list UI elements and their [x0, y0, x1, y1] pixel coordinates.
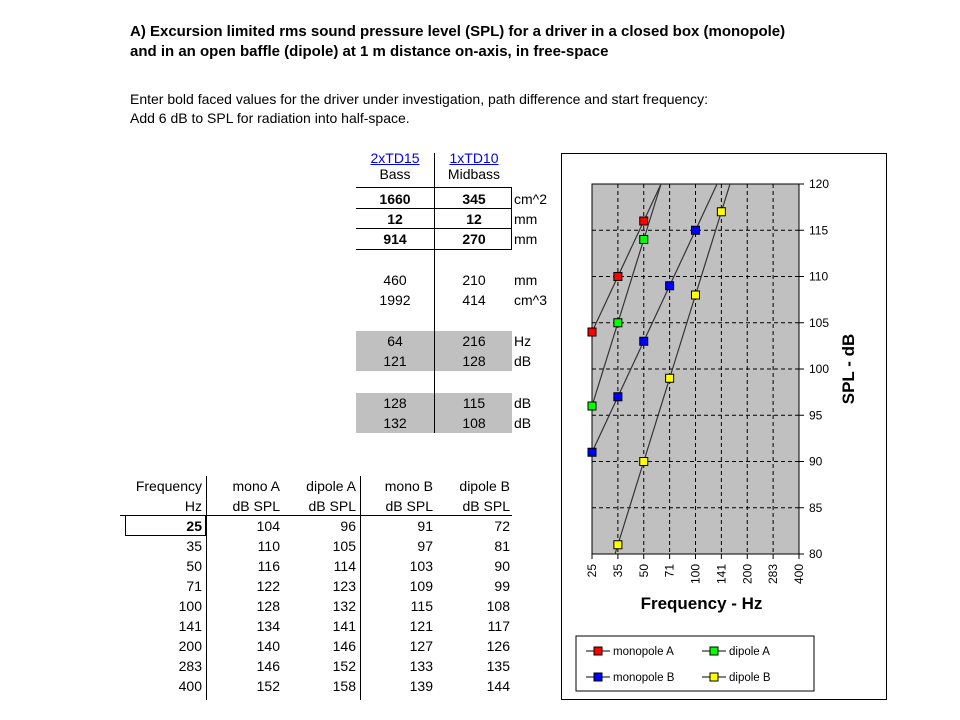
equal-value-b: 216: [462, 333, 486, 349]
data-point: [666, 374, 674, 382]
y-tick-label: 95: [809, 408, 823, 423]
legend-label: monopole A: [613, 646, 674, 658]
frequency-cell: 141: [178, 618, 202, 634]
param-value-b[interactable]: 270: [462, 231, 486, 247]
y-tick-label: 100: [809, 362, 830, 376]
spl-chart: [561, 153, 887, 700]
y-tick-label: 105: [809, 315, 830, 330]
frequency-cell: 100: [178, 598, 202, 614]
y-tick-label: 85: [809, 500, 823, 515]
param-value-b[interactable]: 12: [466, 211, 482, 227]
table-header: mono B: [384, 478, 433, 494]
spl-cell: 132: [332, 598, 356, 614]
data-point: [666, 282, 674, 290]
data-point: [640, 217, 648, 225]
data-point: [692, 291, 700, 299]
param-value-a[interactable]: 914: [383, 231, 407, 247]
spl-cell: 97: [417, 538, 433, 554]
spl-cell: 144: [486, 678, 510, 694]
equal-value-a: 64: [387, 333, 403, 349]
table-header: mono A: [232, 478, 280, 494]
driver-a-header: [356, 150, 434, 182]
param-unit: mm: [514, 211, 538, 227]
legend-marker: [710, 673, 718, 681]
driver-b-link[interactable]: 1xTD10: [449, 150, 499, 166]
data-point: [640, 236, 648, 244]
spl100-unit: dB: [514, 415, 532, 431]
data-point: [640, 337, 648, 345]
spl-cell: 108: [486, 598, 510, 614]
spl-cell: 109: [409, 578, 433, 594]
spl100-value-b: 108: [462, 415, 486, 431]
table-header: Frequency: [135, 478, 202, 494]
x-tick-label: 25: [585, 564, 599, 578]
spl-cell: 110: [257, 538, 280, 554]
derived-value-b: 414: [462, 292, 486, 308]
equal-value-b: 128: [462, 353, 486, 369]
table-header: dB SPL: [308, 498, 356, 514]
spl-cell: 123: [332, 578, 356, 594]
page-title: [130, 22, 785, 62]
frequency-cell: 35: [186, 538, 202, 554]
x-tick-label: 71: [662, 564, 677, 578]
param-unit: cm^2: [514, 191, 548, 207]
derived-value-b: 210: [462, 272, 486, 288]
spl-cell: 139: [409, 678, 433, 694]
spl-cell: 140: [256, 638, 280, 654]
x-axis-title: Frequency - Hz: [640, 594, 763, 613]
spl-cell: 105: [332, 538, 356, 554]
derived-unit: cm^3: [514, 292, 548, 308]
legend-box: [576, 636, 814, 691]
x-tick-label: 141: [714, 564, 729, 585]
frequency-cell: 200: [178, 638, 202, 654]
spl-cell: 104: [256, 518, 280, 534]
data-point: [614, 541, 622, 549]
spl-cell: 115: [410, 598, 433, 614]
data-point: [614, 273, 622, 281]
legend-marker: [594, 647, 602, 655]
equal-value-a: 121: [383, 353, 407, 369]
row-divider: [511, 188, 512, 250]
spl-cell: 116: [257, 558, 280, 574]
row-divider: [356, 249, 512, 250]
spl-cell: 117: [487, 618, 510, 634]
spl-cell: 146: [256, 658, 280, 674]
driver-a-link[interactable]: 2xTD15: [370, 150, 420, 166]
spl-cell: 134: [256, 618, 280, 634]
x-tick-label: 35: [610, 564, 625, 578]
y-tick-label: 110: [809, 269, 829, 284]
data-point: [640, 458, 648, 466]
instructions-line-2: Add 6 dB to SPL for radiation into half-space.: [130, 110, 410, 126]
x-tick-label: 400: [792, 564, 806, 585]
data-point: [614, 319, 622, 327]
equal-unit: dB: [514, 353, 532, 369]
spl100-unit: dB: [514, 395, 532, 411]
x-tick-label: 283: [766, 564, 781, 585]
table-divider: [360, 476, 361, 700]
derived-value-a: 1992: [379, 292, 411, 308]
row-divider: [356, 208, 512, 209]
spl-cell: 121: [409, 618, 433, 634]
frequency-cell[interactable]: 25: [186, 518, 202, 534]
driver-b-type: Midbass: [447, 166, 501, 182]
driver-b-header: [435, 150, 513, 182]
title-line-1: A) Excursion limited rms sound pressure level (SPL) for a driver in a closed box (monopole): [130, 23, 786, 40]
spl-cell: 158: [332, 678, 356, 694]
spl-cell: 133: [409, 658, 433, 674]
spl-cell: 146: [332, 638, 356, 654]
spl-cell: 126: [486, 638, 510, 654]
y-tick-label: 115: [809, 223, 829, 238]
y-axis-title: SPL - dB: [839, 333, 858, 405]
y-tick-label: 120: [809, 177, 830, 191]
data-point: [588, 402, 596, 410]
spl-cell: 141: [332, 618, 356, 634]
table-header: dipole B: [459, 478, 510, 494]
spl-cell: 90: [494, 558, 510, 574]
table-header: dipole A: [306, 478, 356, 494]
derived-unit: mm: [514, 272, 538, 288]
spl-cell: 122: [256, 578, 280, 594]
spl-cell: 114: [333, 558, 356, 574]
frequency-cell: 50: [186, 558, 202, 574]
spl-cell: 152: [256, 678, 280, 694]
spl-cell: 96: [340, 518, 356, 534]
table-header: dB SPL: [385, 498, 433, 514]
table-header: dB SPL: [462, 498, 510, 514]
spl-cell: 91: [417, 518, 433, 534]
x-tick-label: 100: [688, 564, 703, 585]
derived-value-a: 460: [383, 272, 407, 288]
data-point: [588, 328, 596, 336]
frequency-cell: 71: [186, 578, 202, 594]
data-point: [614, 393, 622, 401]
frequency-cell: 283: [178, 658, 202, 674]
table-header: dB SPL: [232, 498, 280, 514]
param-value-a[interactable]: 1660: [379, 191, 411, 207]
spl100-value-a: 132: [383, 415, 407, 431]
legend-marker: [710, 647, 718, 655]
spl-cell: 135: [486, 658, 510, 674]
table-header: Hz: [184, 498, 202, 514]
spl-cell: 99: [494, 578, 510, 594]
y-tick-label: 80: [809, 547, 823, 561]
frequency-cell: 400: [178, 678, 202, 694]
y-tick-label: 90: [809, 454, 823, 469]
legend-marker: [594, 673, 602, 681]
data-point: [588, 448, 596, 456]
x-tick-label: 50: [636, 564, 651, 578]
data-point: [717, 208, 725, 216]
spl-cell: 81: [494, 538, 510, 554]
table-divider: [206, 476, 207, 700]
spl-cell: 152: [332, 658, 356, 674]
title-line-2: and in an open baffle (dipole) at 1 m distance on-axis, in free-space: [130, 43, 609, 60]
param-value-a[interactable]: 12: [387, 211, 403, 227]
spl-cell: 127: [409, 638, 433, 654]
param-value-b[interactable]: 345: [462, 191, 486, 207]
legend-label: monopole B: [613, 672, 675, 684]
row-divider: [356, 228, 512, 229]
spl100-value-a: 128: [383, 395, 407, 411]
instructions-line-1: Enter bold faced values for the driver under investigation, path difference and start frequency:: [130, 91, 708, 107]
legend-label: dipole B: [729, 672, 771, 684]
instructions: [130, 90, 708, 128]
data-point: [692, 226, 700, 234]
driver-a-type: Bass: [379, 166, 411, 182]
spl-cell: 103: [409, 558, 433, 574]
spl-cell: 128: [256, 598, 280, 614]
legend-label: dipole A: [729, 646, 770, 658]
spl100-value-b: 115: [462, 395, 486, 411]
x-tick-label: 200: [740, 564, 755, 585]
frequency-table: [120, 476, 520, 700]
param-unit: mm: [514, 231, 538, 247]
spl-cell: 72: [494, 518, 510, 534]
spl-chart-svg: [562, 154, 886, 699]
equal-unit: Hz: [514, 333, 532, 349]
